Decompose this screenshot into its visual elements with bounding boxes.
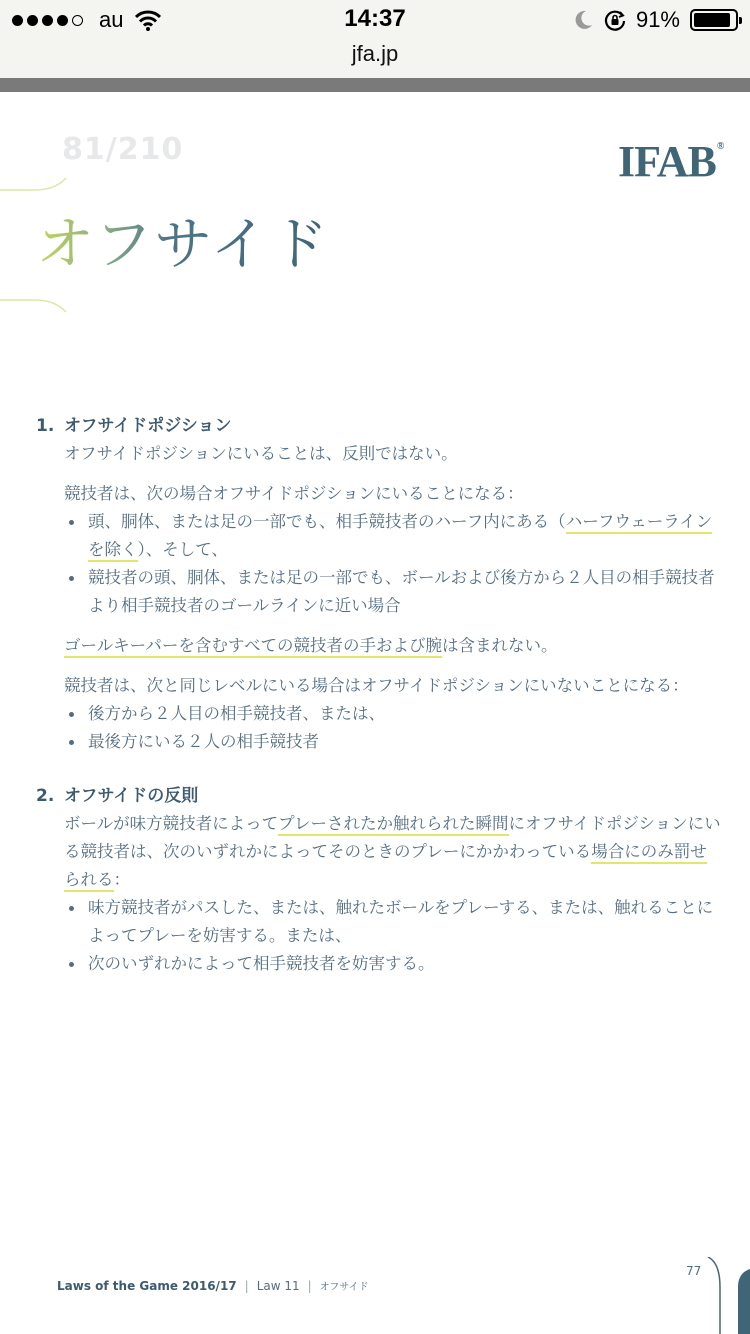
bullet-text: ）、そして、 (137, 540, 228, 559)
page-footer (57, 1278, 369, 1293)
paragraph (64, 810, 726, 894)
battery-fill (694, 13, 730, 27)
decorative-curve-bottom (0, 288, 70, 318)
section-number: 1. (36, 416, 55, 436)
footer-separator: | (244, 1279, 249, 1293)
page-number: 77 (686, 1264, 702, 1278)
list-item: 最後方にいる２人の相手競技者 (64, 728, 726, 756)
bullet-text: より相手競技者のゴールラインに近い場合 (88, 596, 401, 615)
footer-decorative-curve (700, 1257, 750, 1334)
bullet-text: 競技者の頭、胴体、または足の一部でも、ボールおよび後方から２人目の相手競技者 (88, 568, 715, 587)
glossary-link[interactable]: られる (64, 870, 114, 892)
glossary-link[interactable]: プレーされたか触れられた瞬間 (278, 814, 508, 836)
clock: 14:37 (344, 5, 406, 32)
url-text[interactable]: jfa.jp (351, 41, 399, 66)
list-item (64, 894, 726, 950)
paragraph-text: る競技者は、次のいずれかによってそのときのプレーにかかわっている (64, 842, 592, 861)
paragraph: 競技者は、次と同じレベルにいる場合はオフサイドポジションにいないことになる： (64, 676, 689, 695)
bullet-list (64, 508, 726, 620)
paragraph: 競技者は、次の場合オフサイドポジションにいることになる： (64, 484, 524, 503)
bullet-text: 味方競技者がパスした、または、触れたボールをプレーする、または、触れることに (88, 898, 714, 917)
footer-section: オフサイド (319, 1282, 369, 1293)
paragraph-text: は含まれない。 (442, 636, 558, 655)
status-bar (0, 0, 750, 40)
glossary-link[interactable]: ゴールキーパーを含むすべての競技者の手および腕 (64, 636, 442, 658)
orientation-lock-icon (604, 9, 626, 31)
list-item: 後方から２人目の相手競技者、または、 (64, 700, 726, 728)
registered-mark: ® (716, 141, 724, 152)
bullet-text: よってプレーを妨害する。または、 (88, 926, 352, 945)
paragraph-text: にオフサイドポジションにい (508, 814, 721, 833)
section-heading (36, 412, 726, 440)
section-heading (36, 782, 726, 810)
list-item (64, 508, 726, 564)
glossary-link[interactable]: 場合にのみ罰せ (591, 842, 707, 864)
footer-title: Laws of the Game 2016/17 (57, 1279, 237, 1293)
do-not-disturb-moon-icon (572, 9, 594, 31)
footer-separator: | (307, 1279, 312, 1293)
section-title: オフサイドポジション (64, 416, 232, 436)
paragraph (64, 632, 726, 660)
glossary-link[interactable]: を除く (88, 540, 138, 562)
battery-cap (739, 17, 742, 24)
bullet-list (64, 894, 726, 978)
paragraph-text: ： (113, 870, 130, 889)
bullet-list (64, 700, 726, 756)
page-counter: 81/210 (62, 132, 184, 167)
ifab-logo-text: IFAB (618, 137, 716, 186)
section-number: 2. (36, 786, 55, 806)
ifab-logo (618, 137, 724, 186)
list-item (64, 564, 726, 620)
list-item: 次のいずれかによって相手競技者を妨害する。 (64, 950, 726, 978)
battery-percentage: 91% (635, 7, 680, 32)
section-title: オフサイドの反則 (64, 786, 199, 806)
decorative-curve-top (0, 170, 70, 200)
chapter-title: オフサイド (36, 210, 331, 278)
url-bar[interactable] (0, 40, 750, 78)
paragraph-text: ボールが味方競技者によって (64, 814, 279, 833)
battery-icon (690, 9, 738, 31)
status-right (572, 7, 738, 33)
glossary-link[interactable]: ハーフウェーライン (566, 512, 713, 534)
document-page (0, 92, 750, 1334)
footer-law: Law 11 (256, 1279, 300, 1293)
document-content (36, 412, 726, 978)
bullet-text: 頭、胴体、または足の一部でも、相手競技者のハーフ内にある（ (88, 512, 566, 531)
paragraph: オフサイドポジションにいることは、反則ではない。 (64, 444, 458, 463)
carrier-name: au (99, 7, 124, 32)
viewer-toolbar-strip (0, 78, 750, 92)
